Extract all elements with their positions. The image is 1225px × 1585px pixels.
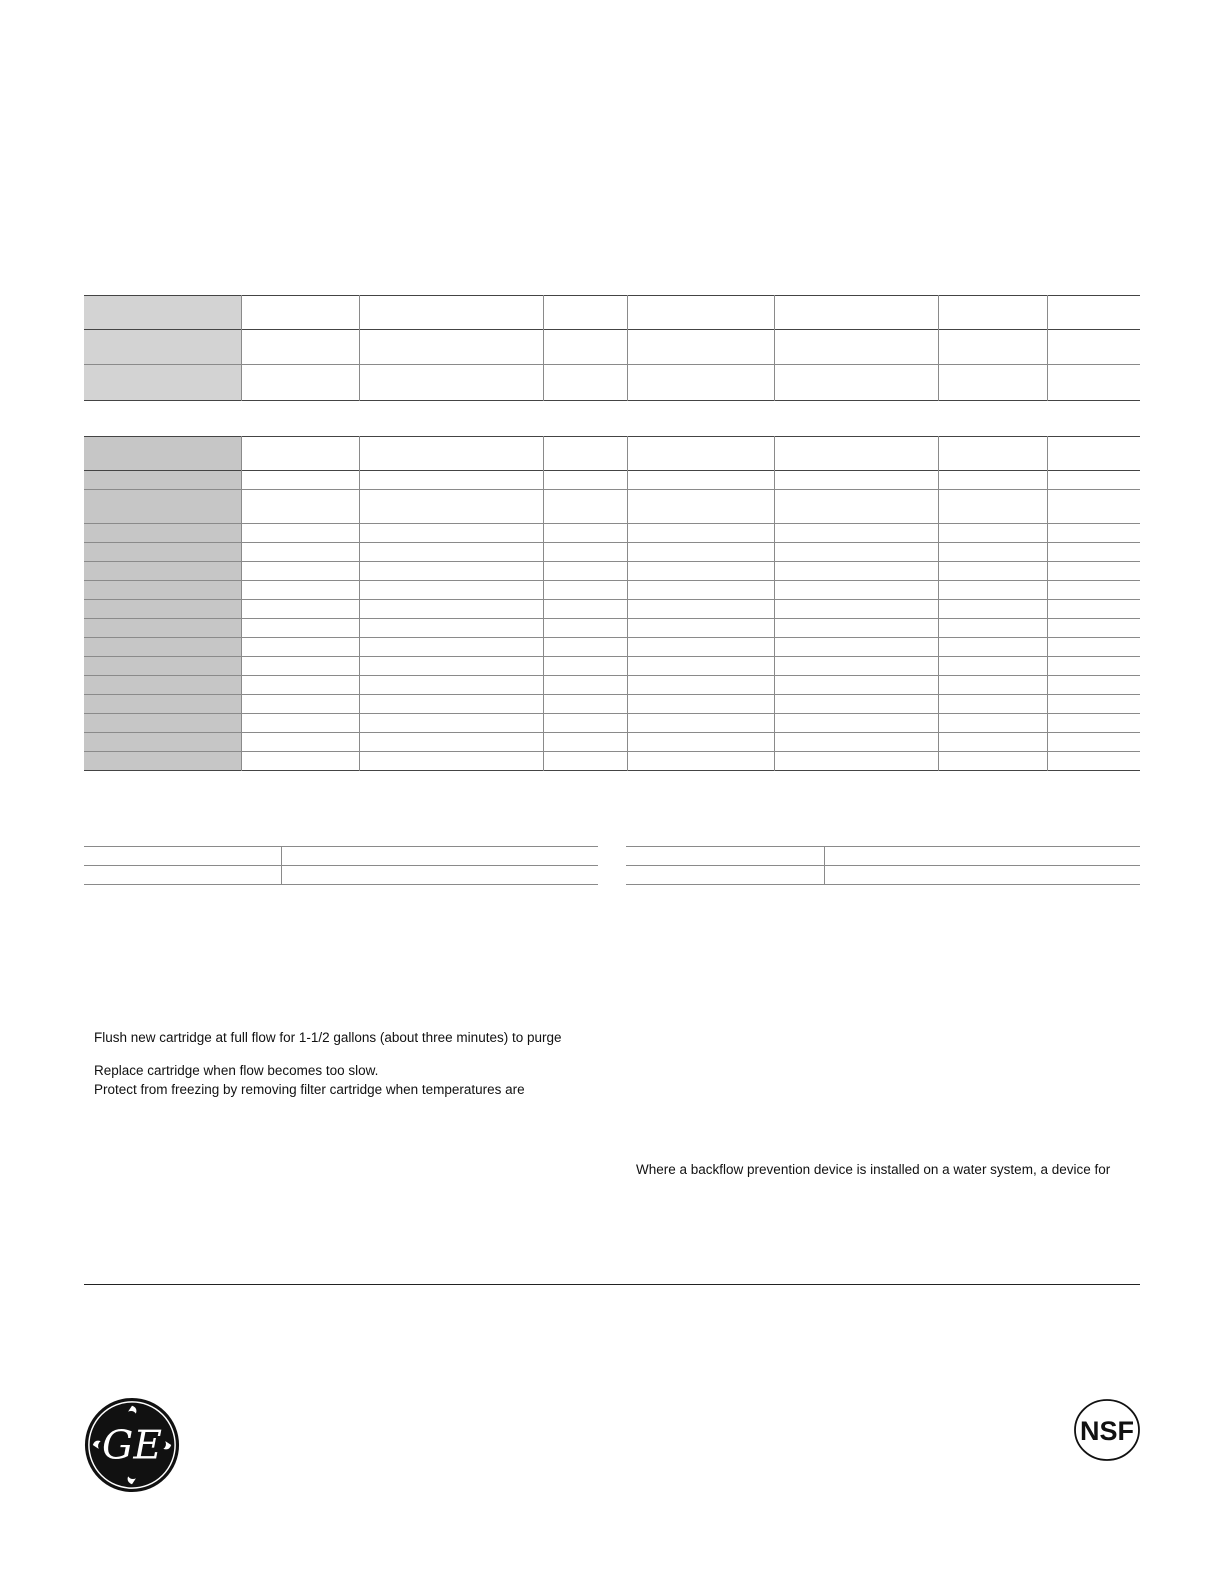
table-row: [84, 676, 1140, 695]
table-row: [84, 714, 1140, 733]
table-row: [84, 752, 1140, 771]
flush-instruction: Flush new cartridge at full flow for 1-1/2 gallons (about three minutes) to purge: [94, 1030, 562, 1045]
table-row: [84, 638, 1140, 657]
table-row: [84, 600, 1140, 619]
ge-logo-icon: [83, 1396, 181, 1494]
nsf-logo-icon: [1073, 1398, 1141, 1462]
performance-table-2: [84, 436, 1140, 771]
performance-table-1: [84, 295, 1140, 401]
nsf-logo-text: NSF: [1080, 1416, 1134, 1446]
table-row: [84, 330, 1140, 365]
ge-logo-text: GE: [102, 1423, 162, 1469]
table-row: [84, 543, 1140, 562]
table-row: [84, 657, 1140, 676]
table-row: [84, 562, 1140, 581]
table-row: [84, 695, 1140, 714]
spec-table-right: [626, 846, 1140, 885]
table-row: [84, 490, 1140, 524]
table-row: [626, 866, 1140, 885]
table-row: [84, 847, 598, 866]
table-row: [84, 524, 1140, 543]
table-header-row: [84, 437, 1140, 471]
table-row: [84, 471, 1140, 490]
replace-instruction: Replace cartridge when flow becomes too slow.: [94, 1063, 379, 1078]
table-row: [626, 847, 1140, 866]
backflow-notice: Where a backflow prevention device is installed on a water system, a device for: [636, 1162, 1111, 1177]
protect-instruction: Protect from freezing by removing filter cartridge when temperatures are: [94, 1082, 525, 1097]
table-row: [84, 581, 1140, 600]
table-row: [84, 733, 1140, 752]
footer-divider: [84, 1284, 1140, 1285]
table-header-row: [84, 296, 1140, 330]
table-row: [84, 365, 1140, 401]
spec-table-left: [84, 846, 598, 885]
table-row: [84, 619, 1140, 638]
table-row: [84, 866, 598, 885]
